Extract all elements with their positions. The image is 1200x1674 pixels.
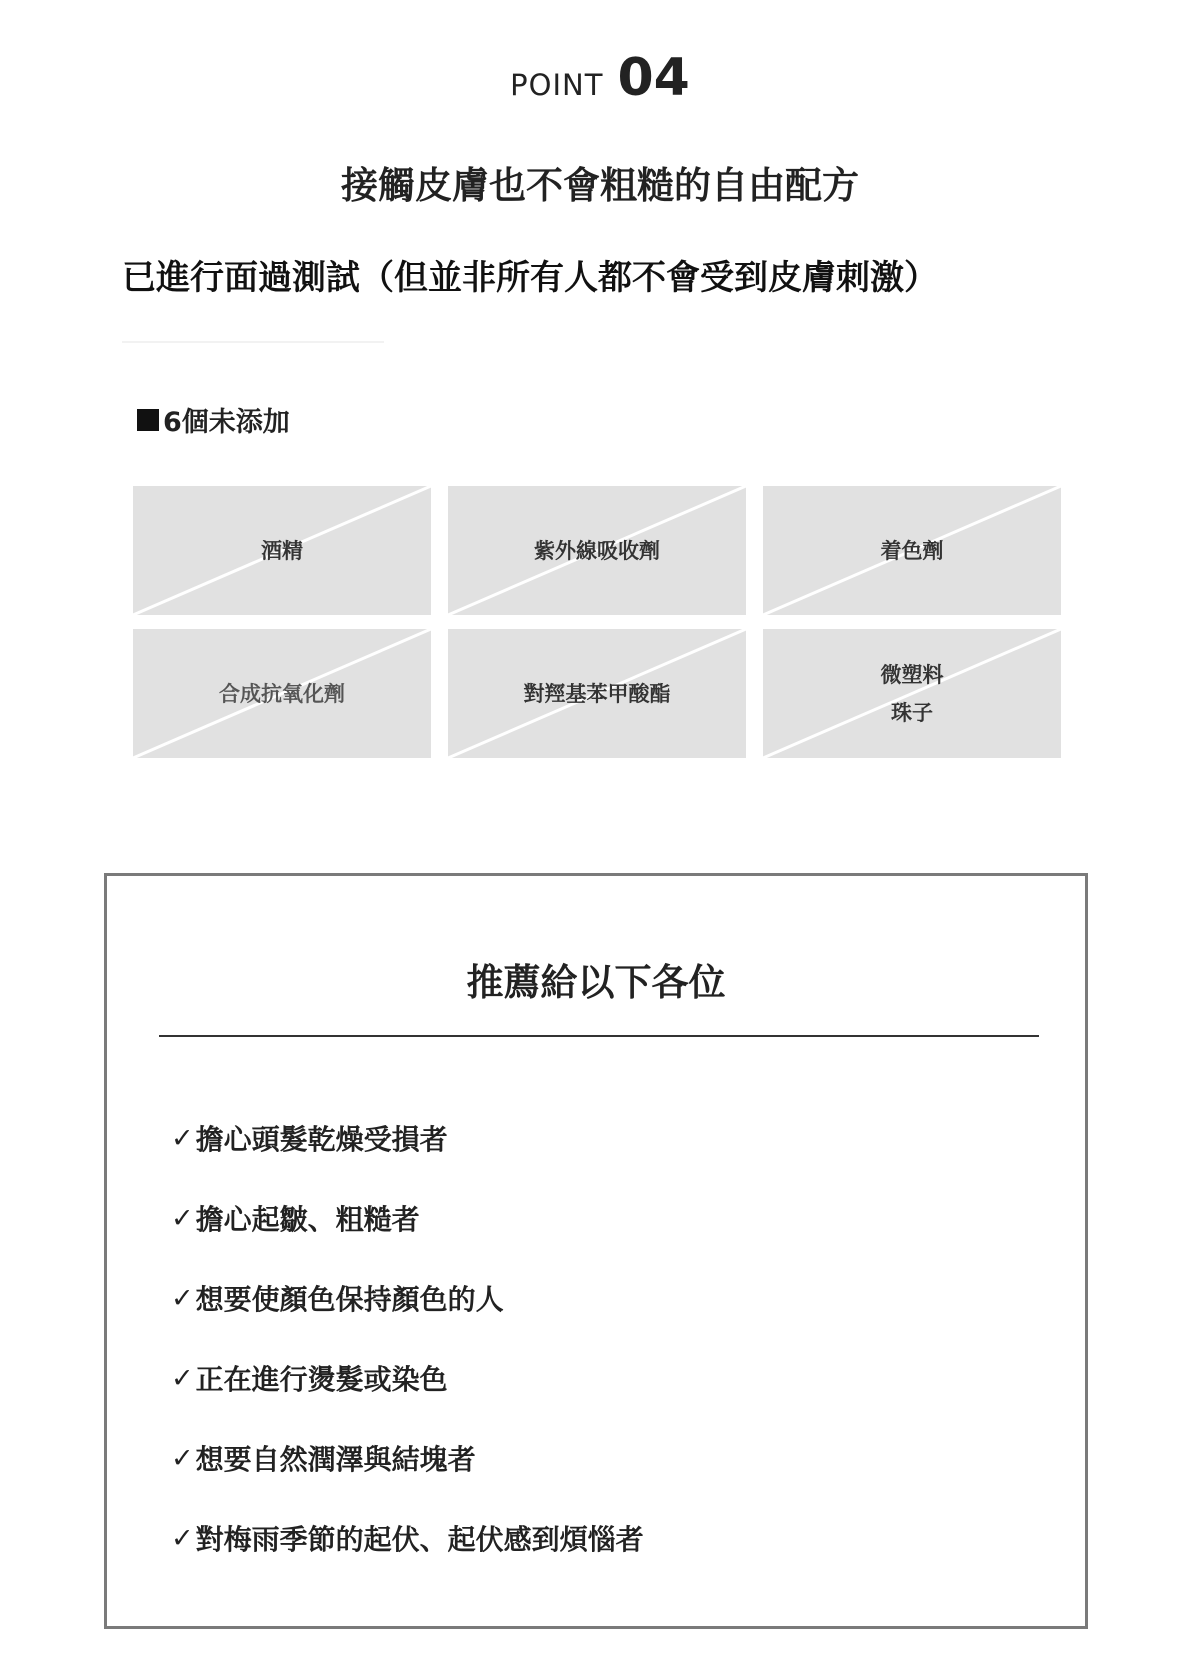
subheadline: 已進行面過測試（但並非所有人都不會受到皮膚刺激） [122, 258, 938, 298]
list-item-text: 擔心頭髮乾燥受損者 [195, 1123, 448, 1156]
additive-label: 紫外線吸收劑 [534, 538, 660, 563]
additive-tile-colorant [763, 486, 1061, 615]
additive-free-title-text: 6個未添加 [163, 407, 290, 438]
additive-tile-alcohol [133, 486, 431, 615]
additive-tile-uv-absorber [448, 486, 746, 615]
additive-tile-paraben [448, 629, 746, 758]
recommendation-title: 推薦給以下各位 [466, 961, 726, 1004]
headline: 接觸皮膚也不會粗糙的自由配方 [341, 164, 859, 207]
recommendation-box [104, 873, 1088, 1629]
additive-label-line2: 珠子 [891, 700, 933, 725]
list-item [171, 1418, 644, 1498]
list-item-text: 想要使顏色保持顏色的人 [195, 1283, 504, 1316]
additive-free-title [137, 400, 290, 439]
divider [122, 341, 384, 343]
check-icon: ✓ [171, 1442, 194, 1474]
check-icon: ✓ [171, 1202, 194, 1234]
square-bullet-icon [137, 409, 159, 431]
list-item [171, 1098, 644, 1178]
check-icon: ✓ [171, 1282, 194, 1314]
additive-tile-synthetic-antioxidant [133, 629, 431, 758]
list-item [171, 1338, 644, 1418]
additive-label: 酒精 [261, 538, 303, 563]
check-icon: ✓ [171, 1522, 194, 1554]
additive-free-grid [133, 486, 1067, 758]
point-label: POINT [510, 68, 604, 102]
check-icon: ✓ [171, 1362, 194, 1394]
additive-label: 着色劑 [880, 538, 944, 563]
list-item-text: 想要自然潤澤與結塊者 [195, 1443, 476, 1476]
additive-tile-microplastic-beads [763, 629, 1061, 758]
point-heading [0, 48, 1200, 108]
list-item [171, 1498, 644, 1578]
additive-label [881, 656, 944, 732]
additive-label-line1: 微塑料 [880, 662, 944, 687]
list-item-text: 對梅雨季節的起伏、起伏感到煩惱者 [195, 1523, 644, 1556]
check-icon: ✓ [171, 1122, 194, 1154]
recommendation-divider [159, 1035, 1039, 1037]
additive-label: 對羥基苯甲酸酯 [523, 681, 671, 706]
list-item [171, 1178, 644, 1258]
list-item [171, 1258, 644, 1338]
list-item-text: 正在進行燙髮或染色 [195, 1363, 448, 1396]
additive-label: 合成抗氧化劑 [219, 681, 345, 706]
recommendation-list [171, 1098, 644, 1578]
list-item-text: 擔心起皺、粗糙者 [195, 1203, 420, 1236]
point-number: 04 [617, 48, 690, 108]
